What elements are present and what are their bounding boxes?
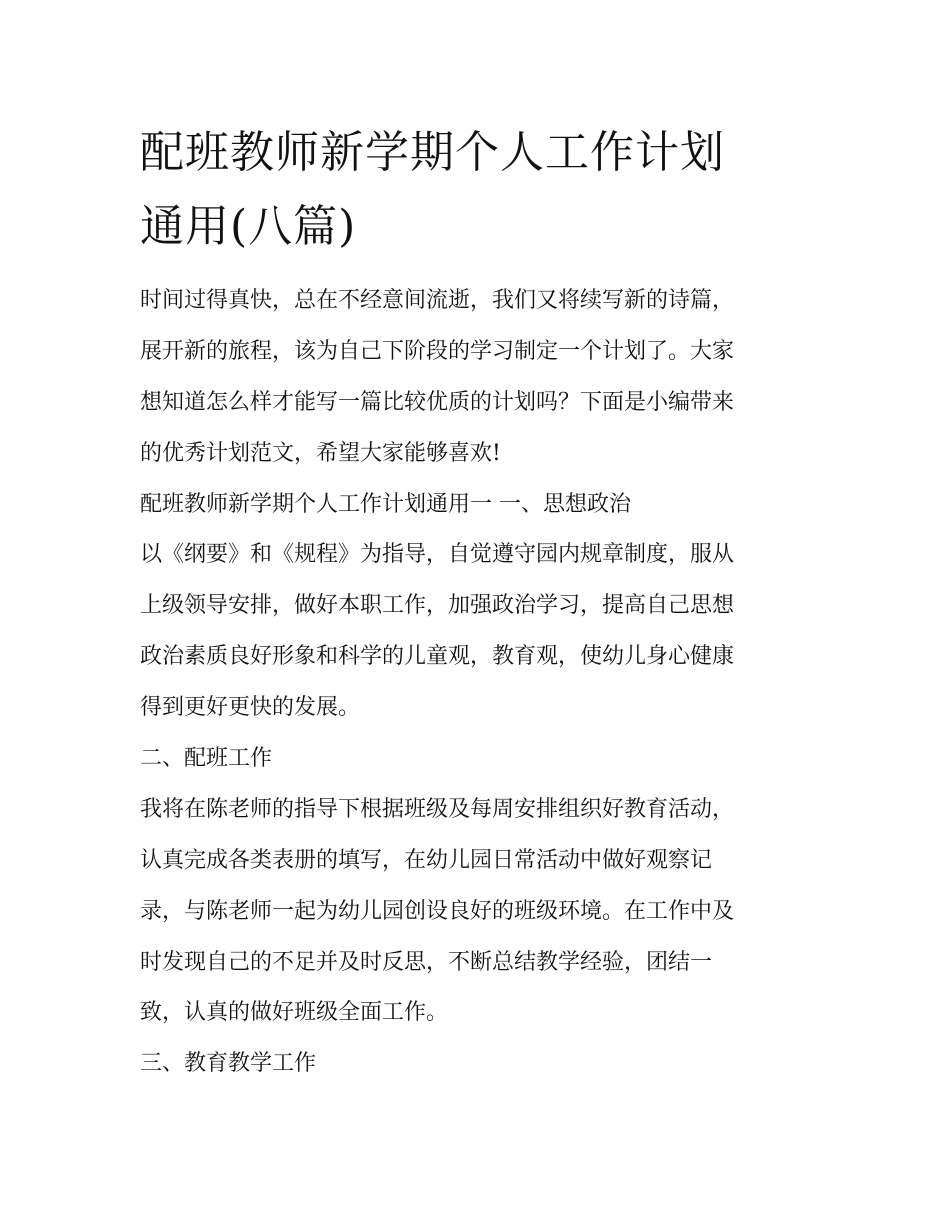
- section-heading-teaching-work: 三、教育教学工作: [140, 1051, 317, 1077]
- title-line: 配班教师新学期个人工作计划: [140, 127, 725, 178]
- section-heading-politics: 配班教师新学期个人工作计划通用一 一、思想政治: [140, 491, 631, 517]
- intro-line: 时间过得真快，总在不经意间流逝，我们又将续写新的诗篇，: [140, 288, 735, 313]
- paragraph-line: 得到更好更快的发展。: [140, 695, 361, 721]
- paragraph-line: 以《纲要》和《规程》为指导，自觉遵守园内规章制度，服从: [140, 542, 735, 568]
- title-line: 通用(八篇): [140, 201, 357, 252]
- paragraph-line: 致，认真的做好班级全面工作。: [140, 1000, 449, 1026]
- section-heading-assistant-work: 二、配班工作: [140, 746, 273, 772]
- paragraph-line: 政治素质良好形象和科学的儿童观，教育观，使幼儿身心健康: [140, 644, 735, 670]
- document-title: [140, 116, 830, 264]
- paragraph-line: 上级领导安排，做好本职工作，加强政治学习，提高自己思想: [140, 593, 735, 619]
- document-body: [140, 276, 830, 1090]
- paragraph-line: 认真完成各类表册的填写，在幼儿园日常活动中做好观察记: [140, 847, 713, 873]
- paragraph-line: 我将在陈老师的指导下根据班级及每周安排组织好教育活动，: [140, 796, 735, 822]
- intro-line: 的优秀计划范文，希望大家能够喜欢!: [140, 440, 501, 466]
- intro-line: 展开新的旅程，该为自己下阶段的学习制定一个计划了。大家: [140, 338, 735, 364]
- paragraph-line: 时发现自己的不足并及时反思，不断总结教学经验，团结一: [140, 949, 713, 975]
- paragraph-line: 录，与陈老师一起为幼儿园创设良好的班级环境。在工作中及: [140, 898, 735, 924]
- intro-line: 想知道怎么样才能写一篇比较优质的计划吗？下面是小编带来: [140, 389, 735, 415]
